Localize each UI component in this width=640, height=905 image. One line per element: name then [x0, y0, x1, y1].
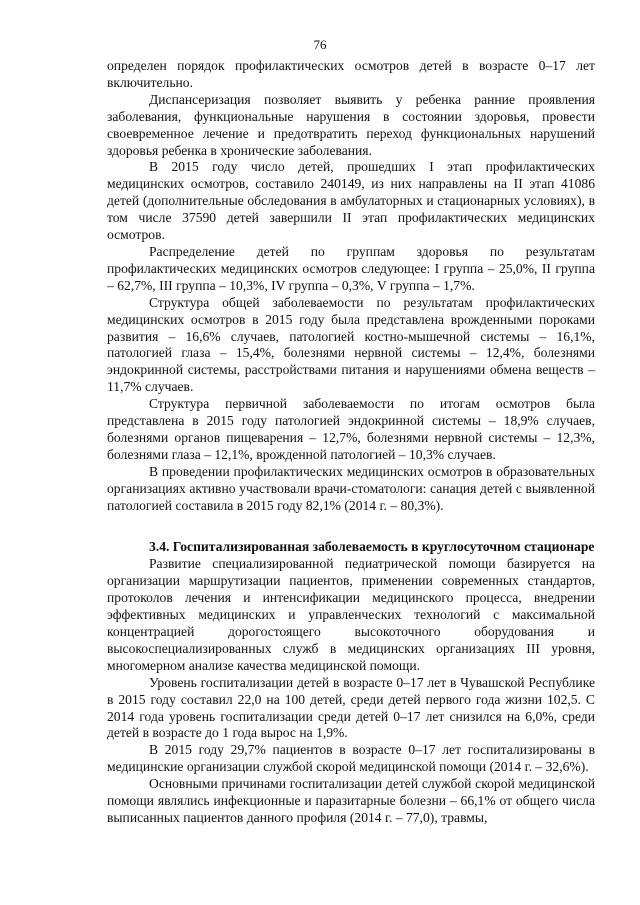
paragraph-stage-counts: В 2015 году число детей, прошедших I этап профилактических медицинских осмотров, составило 240149, из них направлены на II этап 41086 детей (дополнительные обследования в амбулаторных и стационарных условиях), в том числе 37590 детей завершили II этап профилактических медицинских осмотров. [107, 159, 595, 243]
paragraph-health-groups: Распределение детей по группам здоровья по результатам профилактических медицинских осмотров следующее: I группа – 25,0%, II группа – 62,7%, III группа – 10,3%, IV группа – 0,3%, V группа – 1,7%. [107, 243, 595, 293]
paragraph-specialized-care: Развитие специализированной педиатрической помощи базируется на организации маршрутизации пациентов, применении современных стандартов, протоколов лечения и интенсификации медицинского процесса, внедрении эффективных медицинских и управленческих технологий с максимальной концентрацией дорогостоящего высокоточного оборудования и высокоспециализированных служб в медицинских организациях III уровня, многомерном анализе качества медицинской помощи. [107, 556, 595, 673]
paragraph-dentists: В проведении профилактических медицинских осмотров в образовательных организациях активно участвовали врачи-стоматологи: санация детей с выявленной патологией составила в 2015 году 82,1% (2014 г. – 80,3%). [107, 463, 595, 513]
page-number: 76 [313, 37, 327, 52]
section-heading: 3.4. Госпитализированная заболеваемость в круглосуточном стационаре [149, 539, 595, 555]
paragraph-general-morbidity: Структура общей заболеваемости по результатам профилактических медицинских осмотров в 2015 году была представлена врожденными пороками развития – 16,6% случаев, патологией костно-мышечной системы – 16,1%, патологией глаза – 15,4%, болезнями нервной системы – 12,4%, болезнями эндокринной системы, расстройствами питания и нарушениями обмена веществ – 11,7% случаев. [107, 294, 595, 395]
paragraph-emergency-share: В 2015 году 29,7% пациентов в возрасте 0–17 лет госпитализированы в медицинские организации службой скорой медицинской помощи (2014 г. – 32,6%). [107, 742, 595, 775]
paragraph-hospitalization-rate: Уровень госпитализации детей в возрасте 0–17 лет в Чувашской Республике в 2015 году составил 22,0 на 100 детей, среди детей первого года жизни 102,5. С 2014 года уровень госпитализации среди детей 0–17 лет снизился на 6,0%, среди детей в возрасте до 1 года вырос на 1,9%. [107, 674, 595, 741]
paragraph-screening-order: определен порядок профилактических осмотров детей в возрасте 0–17 лет включительно. [107, 58, 595, 90]
paragraph-emergency-causes: Основными причинами госпитализации детей службой скорой медицинской помощи являлись инфекционные и паразитарные болезни – 66,1% от общего числа выписанных пациентов данного профиля (2014 г. – 77,0), травмы, [107, 776, 595, 825]
paragraph-primary-morbidity: Структура первичной заболеваемости по итогам осмотров была представлена в 2015 году патологией эндокринной системы – 18,9% случаев, болезнями органов пищеварения – 12,7%, болезнями нервной системы – 12,3%, болезнями глаза – 12,1%, врожденной патологией – 10,3% случаев. [107, 396, 595, 462]
paragraph-dispensarization: Диспансеризация позволяет выявить у ребенка ранние проявления заболевания, функциональные нарушения в состоянии здоровья, провести своевременное лечение и предотвратить переход функциональных нарушений здоровья ребенка в хронические заболевания. [107, 91, 595, 158]
page-body [107, 58, 595, 827]
